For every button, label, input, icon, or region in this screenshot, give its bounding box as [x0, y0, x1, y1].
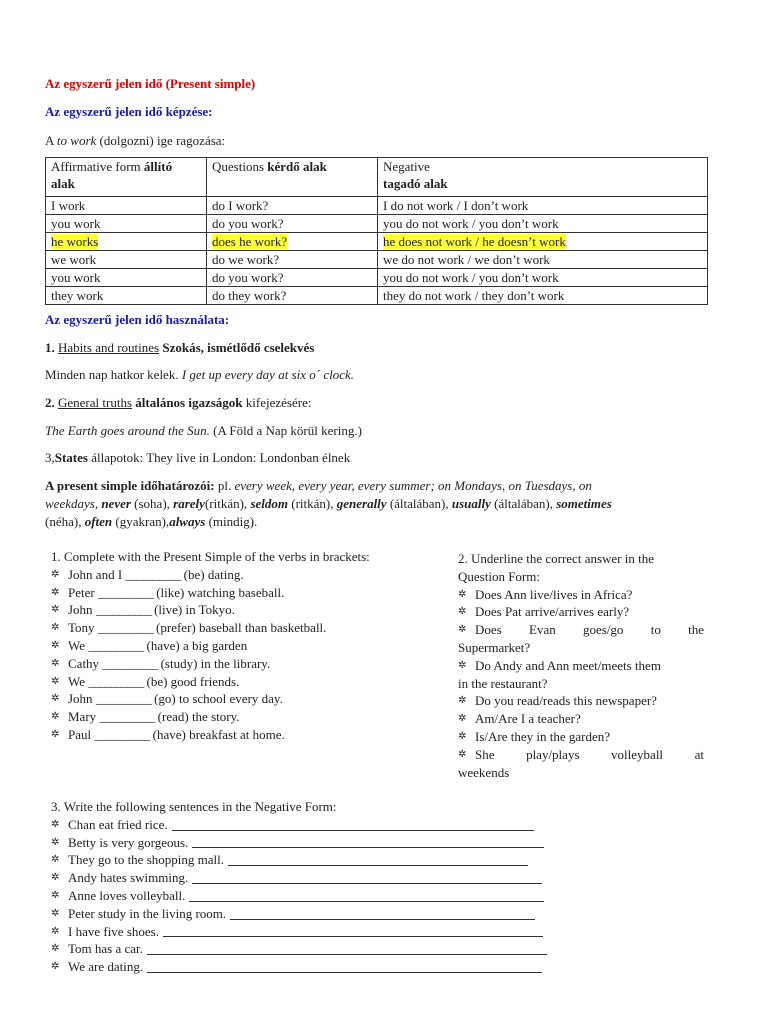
- table-cell: we work: [46, 251, 207, 269]
- bullet-icon: ✲: [51, 961, 60, 973]
- bullet-icon: ✲: [51, 639, 60, 651]
- usage-states: 3,States állapotok: They live in London: Londonban élnek: [45, 450, 351, 465]
- exercise-2-item-cont: Supermarket?: [458, 639, 531, 655]
- usage-truths: 2. General truths általános igazságok kifejezésére:: [45, 395, 312, 410]
- bullet-icon: ✲: [458, 588, 467, 600]
- exercise-3-item: ✲ We are dating.: [51, 958, 571, 976]
- exercise-3-item: ✲ Andy hates swimming.: [51, 869, 571, 887]
- table-cell: do you work?: [207, 215, 378, 233]
- table-cell: he does not work / he doesn’t work: [378, 233, 708, 251]
- header-affirmative: Affirmative form állító alak: [46, 158, 207, 197]
- answer-line[interactable]: [192, 869, 542, 884]
- exercise-1-item: ✲ We __________ (have) a big garden: [51, 637, 248, 653]
- table-row: [46, 287, 708, 305]
- usage-truths-example: The Earth goes around the Sun. (A Föld a Nap körül kering.): [45, 423, 362, 438]
- table-cell: you work: [46, 215, 207, 233]
- bullet-icon: ✲: [51, 907, 60, 919]
- table-cell: you do not work / you don’t work: [378, 215, 708, 233]
- answer-line[interactable]: [163, 923, 543, 938]
- adverbs-line-2: weekdays, never (soha), rarely(ritkán), seldom (ritkán), generally (általában), usually (általában), sometimes: [45, 496, 612, 511]
- exercise-2-item: ✲ Is/Are they in the garden?: [458, 728, 611, 744]
- exercise-3-item: ✲ Tom has a car.: [51, 940, 571, 958]
- bullet-icon: ✲: [458, 695, 467, 707]
- bullet-icon: ✲: [458, 713, 467, 725]
- exercise-1-item: ✲ Mary __________ (read) the story.: [51, 709, 240, 725]
- bullet-icon: ✲: [458, 624, 467, 636]
- exercise-1-title: 1. Complete with the Present Simple of the verbs in brackets:: [51, 549, 370, 564]
- table-cell: do I work?: [207, 197, 378, 215]
- table-row-highlighted: [46, 233, 708, 251]
- bullet-icon: ✲: [458, 730, 467, 742]
- bullet-icon: ✲: [51, 925, 60, 937]
- table-row: [46, 269, 708, 287]
- exercise-3: [51, 798, 571, 976]
- exercise-1-item: ✲ John __________ (live) in Tokyo.: [51, 602, 235, 618]
- exercise-3-item: ✲ Chan eat fried rice.: [51, 816, 571, 834]
- exercise-3-title: 3. Write the following sentences in the Negative Form:: [51, 799, 337, 814]
- table-cell: you work: [46, 269, 207, 287]
- exercise-1-item: ✲ John __________ (go) to school every day.: [51, 691, 283, 707]
- exercise-2: [458, 550, 704, 781]
- adverbs-line-3: (néha), often (gyakran),always (mindig).: [45, 514, 258, 529]
- formation-heading: Az egyszerű jelen idő képzése:: [45, 104, 213, 119]
- exercise-3-item: ✲ Anne loves volleyball.: [51, 887, 571, 905]
- bullet-icon: ✲: [458, 748, 467, 760]
- table-cell: we do not work / we don’t work: [378, 251, 708, 269]
- table-cell: you do not work / you don’t work: [378, 269, 708, 287]
- page-title: Az egyszerű jelen idő (Present simple): [45, 76, 256, 91]
- header-negative: Negative tagadó alak: [378, 158, 708, 197]
- exercise-1-item: ✲ Peter __________ (like) watching baseball.: [51, 584, 285, 600]
- adverbs-paragraph: [45, 477, 710, 531]
- answer-line[interactable]: [147, 940, 547, 955]
- exercise-2-item-cont: in the restaurant?: [458, 675, 548, 691]
- bullet-icon: ✲: [51, 675, 60, 687]
- exercise-3-item: ✲ Betty is very gorgeous.: [51, 834, 571, 852]
- table-cell: does he work?: [207, 233, 378, 251]
- exercise-1-item: ✲ Cathy __________ (study) in the library.: [51, 655, 271, 671]
- table-row: [46, 251, 708, 269]
- bullet-icon: ✲: [51, 622, 60, 634]
- answer-line[interactable]: [147, 958, 542, 973]
- exercise-1-item: ✲ John and I __________ (be) dating.: [51, 566, 244, 582]
- exercise-2-item: ✲ She play/plays volleyball at: [458, 746, 704, 762]
- exercise-2-item-cont: weekends: [458, 764, 510, 780]
- table-cell: I do not work / I don’t work: [378, 197, 708, 215]
- table-cell: do you work?: [207, 269, 378, 287]
- exercise-2-item: ✲ Am/Are I a teacher?: [458, 711, 581, 727]
- table-cell: do they work?: [207, 287, 378, 305]
- bullet-icon: ✲: [51, 872, 60, 884]
- bullet-icon: ✲: [51, 728, 60, 740]
- header-questions: Questions kérdő alak: [207, 158, 378, 197]
- answer-line[interactable]: [230, 905, 535, 920]
- conjugation-table: [45, 157, 708, 305]
- bullet-icon: ✲: [51, 836, 60, 848]
- table-header-row: [46, 158, 708, 197]
- usage-heading: Az egyszerű jelen idő használata:: [45, 312, 230, 327]
- bullet-icon: ✲: [51, 818, 60, 830]
- table-row: [46, 197, 708, 215]
- answer-line[interactable]: [172, 816, 534, 831]
- exercise-2-title-line-1: 2. Underline the correct answer in the: [458, 551, 655, 566]
- exercise-2-item: ✲ Do Andy and Ann meet/meets them: [458, 657, 661, 673]
- table-cell: they do not work / they don’t work: [378, 287, 708, 305]
- exercise-2-title-line-2: Question Form:: [458, 568, 540, 584]
- bullet-icon: ✲: [458, 659, 467, 671]
- bullet-icon: ✲: [51, 854, 60, 866]
- bullet-icon: ✲: [51, 657, 60, 669]
- bullet-icon: ✲: [458, 606, 467, 618]
- usage-habits-example: Minden nap hatkor kelek. I get up every day at six o´ clock.: [45, 367, 355, 382]
- bullet-icon: ✲: [51, 693, 60, 705]
- table-cell: I work: [46, 197, 207, 215]
- exercise-1-item: ✲ We __________ (be) good friends.: [51, 673, 240, 689]
- answer-line[interactable]: [192, 834, 544, 849]
- bullet-icon: ✲: [51, 604, 60, 616]
- table-cell: they work: [46, 287, 207, 305]
- bullet-icon: ✲: [51, 889, 60, 901]
- exercise-2-item: ✲ Do you read/reads this newspaper?: [458, 693, 657, 709]
- table-cell: he works: [46, 233, 207, 251]
- table-cell: do we work?: [207, 251, 378, 269]
- answer-line[interactable]: [189, 887, 544, 902]
- answer-line[interactable]: [228, 851, 528, 866]
- adverbs-line-1: A present simple időhatározói: pl. every week, every year, every summer; on Mondays, on Tuesdays, on: [45, 478, 592, 493]
- conjugation-intro: A to work (dolgozni) ige ragozása:: [45, 133, 226, 148]
- bullet-icon: ✲: [51, 568, 60, 580]
- exercise-3-item: ✲ Peter study in the living room.: [51, 905, 571, 923]
- exercise-1-item: ✲ Tony __________ (prefer) baseball than basketball.: [51, 620, 327, 636]
- table-row: [46, 215, 708, 233]
- exercise-1-item: ✲ Paul __________ (have) breakfast at home.: [51, 726, 285, 742]
- exercise-2-item: ✲ Does Pat arrive/arrives early?: [458, 604, 630, 620]
- exercise-3-item: ✲ They go to the shopping mall.: [51, 851, 571, 869]
- usage-habits: 1. Habits and routines Szokás, ismétlődő cselekvés: [45, 340, 315, 355]
- bullet-icon: ✲: [51, 586, 60, 598]
- exercise-2-item: ✲ Does Ann live/lives in Africa?: [458, 586, 633, 602]
- exercise-2-item: ✲ Does Evan goes/go to the: [458, 622, 704, 638]
- exercise-3-item: ✲ I have five shoes.: [51, 923, 571, 941]
- bullet-icon: ✲: [51, 943, 60, 955]
- bullet-icon: ✲: [51, 711, 60, 723]
- exercise-1: [51, 548, 431, 744]
